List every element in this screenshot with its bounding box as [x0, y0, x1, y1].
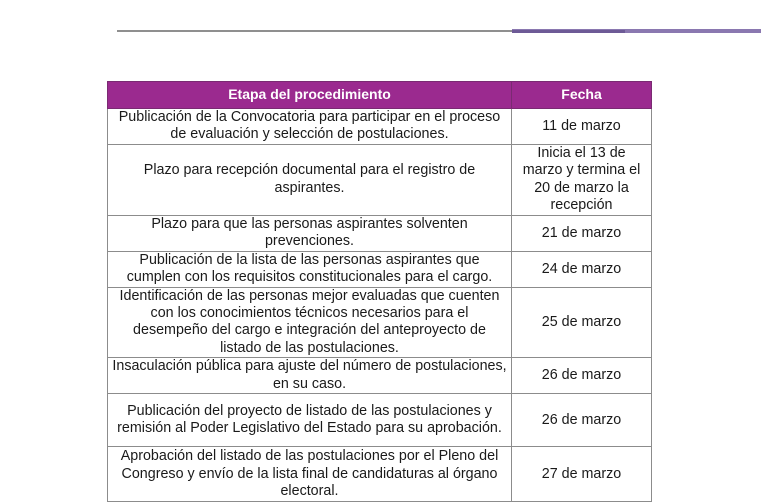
- fecha-cell: 21 de marzo: [512, 215, 652, 251]
- etapa-cell: Plazo para que las personas aspirantes solventen prevenciones.: [108, 215, 512, 251]
- fecha-cell: 27 de marzo: [512, 447, 652, 502]
- fecha-cell: 26 de marzo: [512, 394, 652, 447]
- column-header-fecha: Fecha: [512, 82, 652, 109]
- header-rule-gray: [117, 30, 513, 32]
- etapa-cell: Plazo para recepción documental para el registro de aspirantes.: [108, 144, 512, 215]
- table-row: [108, 358, 652, 394]
- etapa-cell: Publicación de la lista de las personas aspirantes que cumplen con los requisitos constitucionales para el cargo.: [108, 251, 512, 287]
- fecha-cell: 24 de marzo: [512, 251, 652, 287]
- etapa-cell: Insaculación pública para ajuste del número de postulaciones, en su caso.: [108, 358, 512, 394]
- column-header-etapa: Etapa del procedimiento: [108, 82, 512, 109]
- table-row: [108, 251, 652, 287]
- fecha-cell: 25 de marzo: [512, 287, 652, 358]
- table-row: [108, 215, 652, 251]
- table-row: [108, 109, 652, 145]
- table-header-row: [108, 82, 652, 109]
- procedure-schedule-table: [107, 81, 652, 502]
- fecha-cell: 26 de marzo: [512, 358, 652, 394]
- table-row: [108, 447, 652, 502]
- fecha-cell: 11 de marzo: [512, 109, 652, 145]
- etapa-cell: Publicación de la Convocatoria para participar en el proceso de evaluación y selección de postulaciones.: [108, 109, 512, 145]
- header-rule-purple-accent: [512, 30, 625, 33]
- table-row: [108, 287, 652, 358]
- table-row: [108, 394, 652, 447]
- etapa-cell: Publicación del proyecto de listado de las postulaciones y remisión al Poder Legislativo del Estado para su aprobación.: [108, 394, 512, 447]
- etapa-cell: Identificación de las personas mejor evaluadas que cuenten con los conocimientos técnicos necesarios para el desempeño del cargo e integración del anteproyecto de listado de las postulaciones.: [108, 287, 512, 358]
- etapa-cell: Aprobación del listado de las postulaciones por el Pleno del Congreso y envío de la lista final de candidaturas al órgano electoral.: [108, 447, 512, 502]
- table-row: [108, 144, 652, 215]
- fecha-cell: Inicia el 13 de marzo y termina el 20 de marzo la recepción: [512, 144, 652, 215]
